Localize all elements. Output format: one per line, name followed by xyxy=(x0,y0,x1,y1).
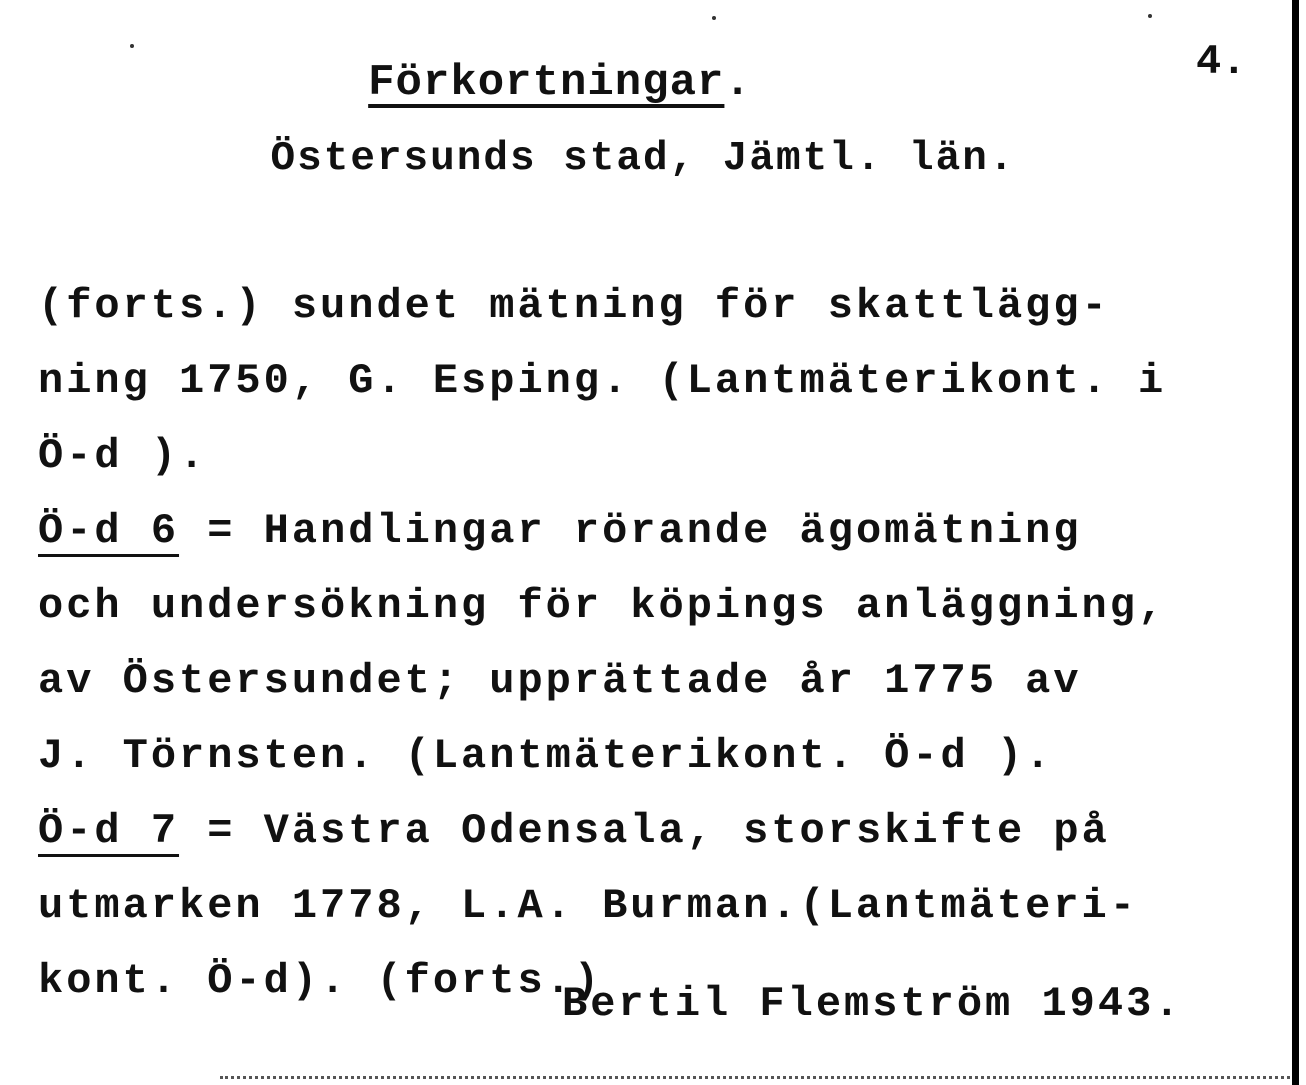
ink-speck xyxy=(130,44,134,48)
entry-separator xyxy=(179,807,207,855)
entry-text: = Handlingar rörande ägomätning xyxy=(207,507,1082,555)
ink-speck xyxy=(1148,14,1152,18)
text-line: kont. Ö-d). (forts.) xyxy=(38,957,603,1005)
text-line: Ö-d ). xyxy=(38,432,208,480)
card-right-edge xyxy=(1292,0,1299,1085)
entry-reference: Ö-d 6 xyxy=(38,507,180,555)
entry-separator xyxy=(179,507,207,555)
text-line: utmarken 1778, L.A. Burman.(Lantmäteri- xyxy=(38,882,1138,930)
entry-od6-first-line xyxy=(38,507,1082,555)
text-line: ning 1750, G. Esping. (Lantmäterikont. i xyxy=(38,357,1167,405)
author-signature: Bertil Flemström 1943. xyxy=(562,980,1183,1028)
entry-od7-first-line xyxy=(38,807,1110,855)
card-bottom-edge xyxy=(220,1076,1290,1079)
title-period: . xyxy=(724,58,752,108)
entry-reference: Ö-d 7 xyxy=(38,807,180,855)
ink-speck xyxy=(712,16,716,20)
title-text: Förkortningar xyxy=(368,58,725,108)
text-line: och undersökning för köpings anläggning, xyxy=(38,582,1167,630)
text-line: (forts.) sundet mätning för skattlägg- xyxy=(38,282,1110,330)
subtitle: Östersunds stad, Jämtl. län. xyxy=(270,136,1016,182)
page-number: 4. xyxy=(1196,38,1247,86)
entry-text: = Västra Odensala, storskifte på xyxy=(207,807,1110,855)
page-title xyxy=(0,58,1120,108)
text-line: J. Törnsten. (Lantmäterikont. Ö-d ). xyxy=(38,732,1054,780)
text-line: av Östersundet; upprättade år 1775 av xyxy=(38,657,1082,705)
